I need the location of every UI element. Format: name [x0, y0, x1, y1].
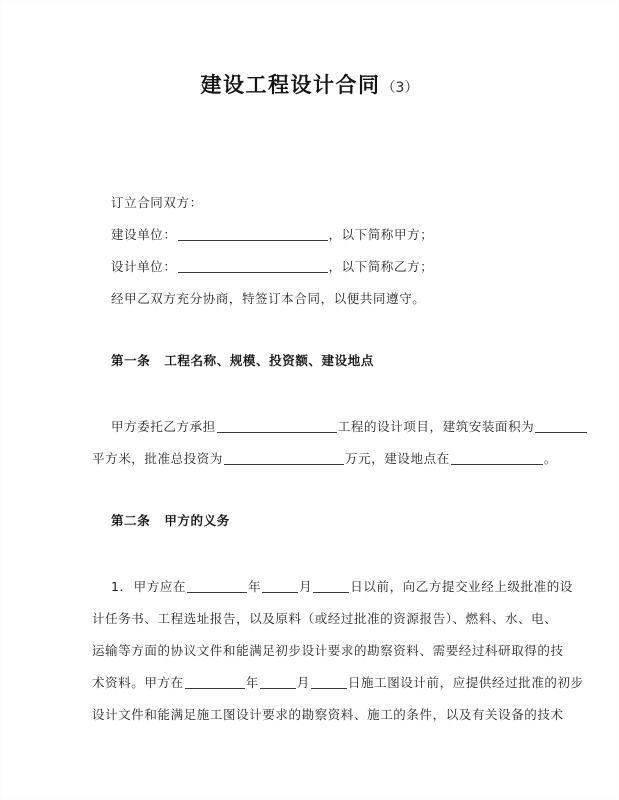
project-name-blank-field[interactable]	[217, 419, 337, 433]
spacer-after-section-one-heading	[92, 377, 532, 411]
section-one-line1-lead: 甲方委托乙方承担	[111, 419, 216, 434]
item1-line4-year-label: 年	[245, 675, 259, 690]
section-one-line2-tail: 。	[543, 451, 557, 466]
item1-line1-lead: 甲方应在	[133, 579, 187, 594]
item1-line4-tail: 日施工图设计前，应提供经过批准的初步	[347, 675, 584, 690]
party-a-line	[92, 219, 532, 251]
page-title-main: 建设工程设计合同	[200, 73, 381, 97]
section-one-body-line-2	[92, 443, 557, 475]
document-body	[92, 187, 584, 731]
section-two-heading-text: 甲方的义务	[164, 513, 230, 528]
section-one-line2-lead: 平方米，批准总投资为	[92, 451, 224, 466]
spacer-before-section-one	[92, 315, 532, 345]
party-a-tail: ，以下简称甲方；	[328, 227, 434, 242]
construction-drawing-year-blank-field[interactable]	[185, 675, 245, 689]
section-two-item1-line-1	[92, 571, 573, 603]
construction-drawing-day-blank-field[interactable]	[311, 675, 347, 689]
agreement-statement-line	[92, 283, 532, 315]
submit-deadline-year-blank-field[interactable]	[187, 579, 247, 593]
agreement-statement-text: 经甲乙双方充分协商，特签订本合同，以便共同遵守。	[111, 291, 426, 306]
party-b-label: 设计单位：	[111, 259, 177, 274]
item1-line1-tail: 日以前，向乙方提交业经上级批准的设	[350, 579, 573, 594]
construction-drawing-month-blank-field[interactable]	[260, 675, 296, 689]
page-title-suffix: （3）	[381, 80, 419, 96]
party-b-blank-field[interactable]	[178, 259, 328, 273]
spacer-before-section-two	[92, 475, 532, 505]
item1-line4-lead: 术资料。甲方在	[92, 675, 184, 690]
section-two-item1-line-5	[92, 699, 564, 731]
item1-line1-year-label: 年	[248, 579, 262, 594]
item1-line2-text: 计任务书、工程选址报告，以及原料（或经过批准的资源报告）、燃料、水、电、	[92, 611, 558, 626]
section-two-number: 第二条	[111, 513, 151, 528]
item1-line5-text: 设计文件和能满足施工图设计要求的勘察资料、施工的条件，以及有关设备的技术	[92, 707, 564, 722]
section-one-line2-mid: 万元，建设地点在	[345, 451, 450, 466]
section-one-body-line-1	[92, 411, 535, 443]
section-two-item1-line-4	[92, 667, 584, 699]
submit-deadline-month-blank-field[interactable]	[262, 579, 298, 593]
item1-line4-month-label: 月	[296, 675, 310, 690]
section-two-heading	[92, 505, 532, 537]
party-b-line	[92, 251, 532, 283]
spacer-after-section-two-heading	[92, 537, 532, 571]
section-one-heading-text: 工程名称、规模、投资额、建设地点	[164, 353, 374, 368]
section-one-line1-tail: 工程的设计项目，建筑安装面积为	[337, 419, 535, 434]
item1-line1-month-label: 月	[299, 579, 313, 594]
building-area-blank-field[interactable]	[535, 419, 587, 433]
parties-intro-text: 订立合同双方：	[111, 195, 203, 210]
section-two-item1-line-2	[92, 603, 558, 635]
section-two-item1-line-3	[92, 635, 564, 667]
item1-line3-text: 运输等方面的协议文件和能满足初步设计要求的勘察资料、需要经过科研取得的技	[92, 643, 564, 658]
construction-site-blank-field[interactable]	[451, 451, 543, 465]
parties-intro-line	[92, 187, 532, 219]
party-a-blank-field[interactable]	[178, 227, 328, 241]
item-1-marker: 1．	[111, 579, 133, 594]
party-b-tail: ，以下简称乙方；	[328, 259, 434, 274]
section-one-number: 第一条	[111, 353, 151, 368]
section-one-heading	[92, 345, 532, 377]
page-title	[1, 69, 618, 99]
submit-deadline-day-blank-field[interactable]	[313, 579, 349, 593]
total-investment-blank-field[interactable]	[224, 451, 344, 465]
party-a-label: 建设单位：	[111, 227, 177, 242]
